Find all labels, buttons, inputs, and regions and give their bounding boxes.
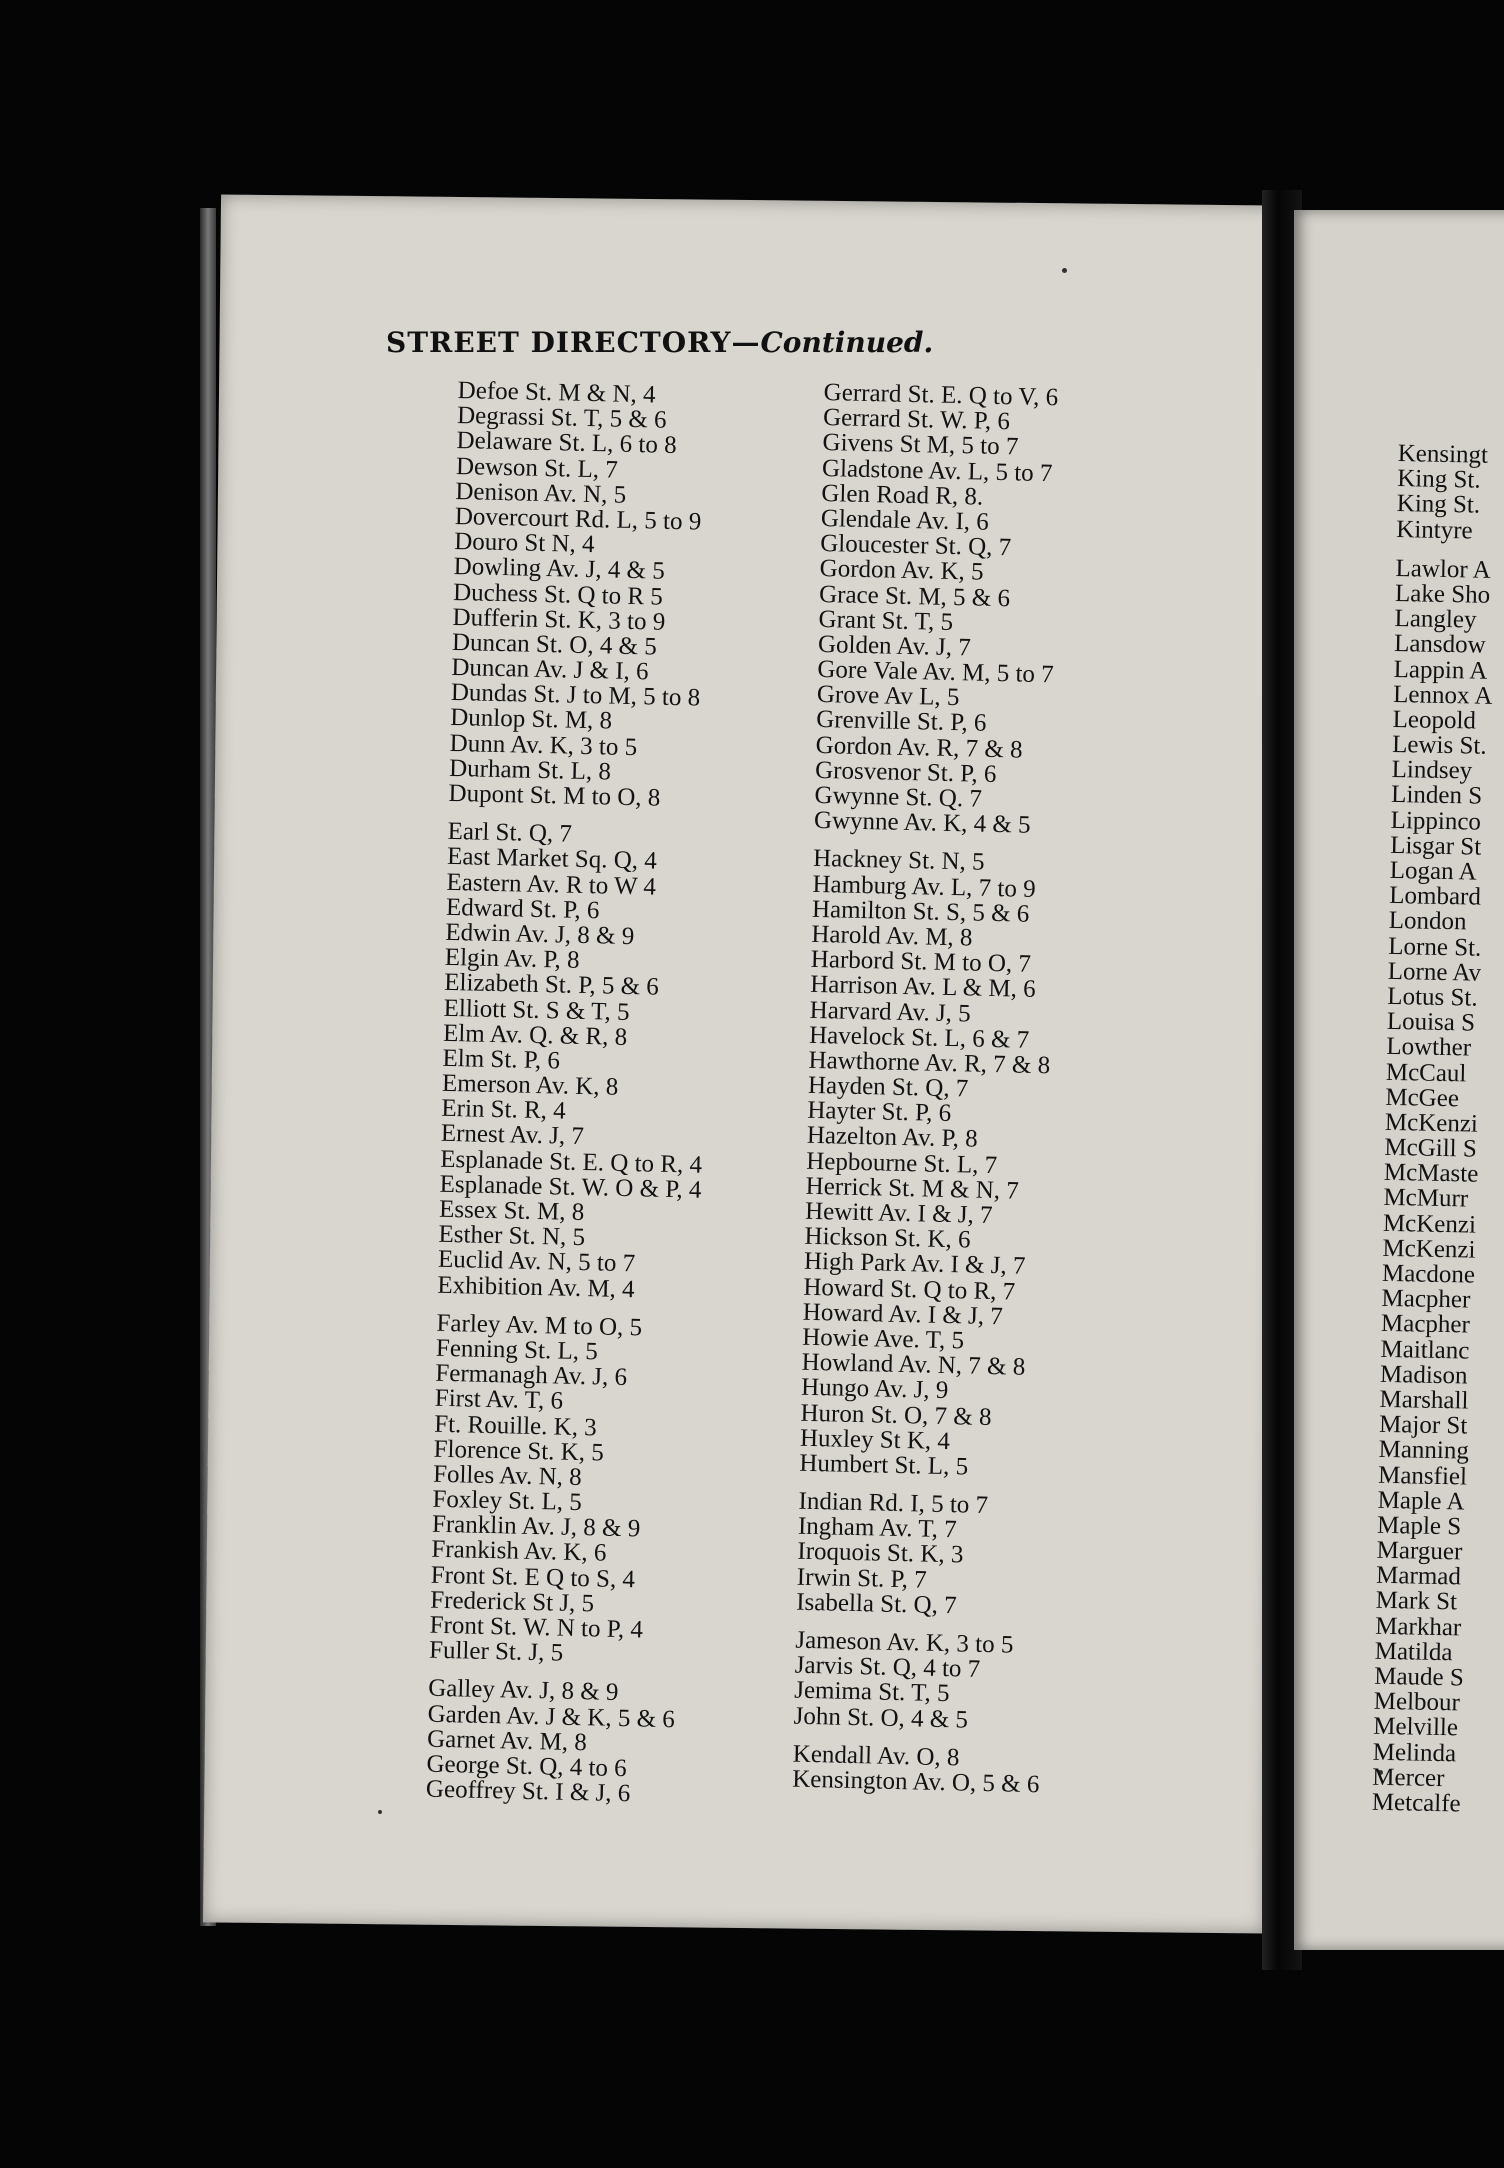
street-entry: Glen Road R, 8. — [821, 479, 984, 511]
street-entry: Huron St. O, 7 & 8 — [800, 1399, 992, 1431]
street-entry: Langley — [1394, 605, 1477, 634]
street-entry: Kensingt — [1397, 440, 1489, 469]
street-entry: Gwynne Av. K, 4 & 5 — [813, 807, 1031, 839]
street-entry: Folles Av. N, 8 — [432, 1460, 583, 1491]
street-entry: Ernest Av. J, 7 — [440, 1120, 585, 1151]
street-entry: Havelock St. L, 6 & 7 — [808, 1021, 1030, 1054]
street-entry: Lewis St. — [1391, 731, 1487, 760]
street-entry: Geoffrey St. I & J, 6 — [425, 1775, 631, 1808]
street-entry: Hayden St. Q, 7 — [807, 1071, 969, 1103]
street-entry: McMurr — [1383, 1184, 1469, 1213]
street-entry: Harbord St. M to O, 7 — [810, 945, 1032, 978]
street-entry: Indian Rd. I, 5 to 7 — [798, 1487, 989, 1520]
street-entry: King St. — [1396, 490, 1481, 519]
street-entry: Dovercourt Rd. L, 5 to 9 — [454, 502, 702, 536]
street-entry: Earl St. Q, 7 — [447, 818, 573, 848]
header-title: STREET DIRECTORY— — [386, 326, 761, 359]
street-entry: Macpher — [1380, 1310, 1471, 1339]
street-entry: Frankish Av. K, 6 — [431, 1536, 607, 1568]
street-entry: Edward St. P, 6 — [445, 893, 600, 925]
street-entry: Howland Av. N, 7 & 8 — [801, 1348, 1026, 1381]
paper-speck — [1062, 268, 1067, 273]
street-entry: Hamilton St. S, 5 & 6 — [811, 895, 1030, 928]
street-entry: Denison Av. N, 5 — [455, 477, 627, 509]
street-entry: Esplanade St. E. Q to R, 4 — [439, 1145, 703, 1179]
left-page — [203, 194, 1283, 1933]
street-entry: Dunlop St. M, 8 — [449, 704, 613, 736]
street-entry: Major St — [1378, 1410, 1468, 1440]
street-entry: Hackney St. N, 5 — [812, 845, 985, 877]
street-entry: Degrassi St. T, 5 & 6 — [456, 402, 667, 434]
street-entry: Emerson Av. K, 8 — [441, 1069, 619, 1101]
street-entry: Front St. E Q to S, 4 — [430, 1561, 636, 1593]
street-entry: Lindsey — [1391, 756, 1473, 785]
street-entry: Isabella St. Q, 7 — [795, 1588, 957, 1620]
street-entry: Dewson St. L, 7 — [455, 452, 619, 484]
street-entry: East Market Sq. Q, 4 — [446, 843, 658, 876]
street-entry: Gore Vale Av. M, 5 to 7 — [817, 655, 1055, 689]
street-entry: Elizabeth St. P, 5 & 6 — [443, 969, 660, 1002]
street-entry: Garnet Av. M, 8 — [426, 1725, 588, 1757]
street-entry: High Park Av. I & J, 7 — [803, 1248, 1026, 1281]
street-entry: Irwin St. P, 7 — [796, 1563, 928, 1594]
street-entry: Louisa S — [1386, 1008, 1476, 1037]
street-entry: Herrick St. M & N, 7 — [805, 1172, 1020, 1205]
street-entry: Maude S — [1374, 1662, 1465, 1692]
street-entry: Howie Ave. T, 5 — [801, 1323, 965, 1355]
street-entry: Jarvis St. Q, 4 to 7 — [794, 1651, 981, 1684]
street-entry: Kensington Av. O, 5 & 6 — [791, 1765, 1040, 1799]
street-entry: Grenville St. P, 6 — [815, 706, 987, 738]
street-entry: Lorne St. — [1388, 932, 1482, 962]
street-entry: Melbour — [1373, 1687, 1461, 1717]
street-entry: McKenzi — [1382, 1234, 1476, 1264]
street-entry: Florence St. K, 5 — [433, 1435, 605, 1467]
street-entry: Hickson St. K, 6 — [804, 1222, 971, 1254]
street-entry: Dunn Av. K, 3 to 5 — [449, 729, 638, 761]
street-entry: Leopold — [1392, 705, 1477, 735]
street-entry: Dundas St. J to M, 5 to 8 — [450, 679, 701, 712]
street-entry: Gerrard St. E. Q to V, 6 — [823, 379, 1059, 412]
street-entry: Matilda — [1374, 1637, 1453, 1667]
street-entry: McGee — [1385, 1083, 1460, 1112]
street-entry: Farley Av. M to O, 5 — [436, 1309, 643, 1342]
street-entry: Harvard Av. J, 5 — [809, 996, 972, 1027]
street-entry: Kintyre — [1396, 515, 1473, 545]
street-entry: Grant St. T, 5 — [818, 605, 954, 636]
paper-speck — [378, 1810, 382, 1814]
street-entry: Elm St. P, 6 — [442, 1044, 561, 1075]
street-entry: Golden Av. J, 7 — [817, 630, 972, 662]
street-entry: Durham St. L, 8 — [448, 754, 612, 786]
street-entry: Marshall — [1379, 1385, 1469, 1415]
street-entry: Kendall Av. O, 8 — [792, 1740, 960, 1772]
street-entry: Jameson Av. K, 3 to 5 — [795, 1626, 1014, 1659]
street-entry: Glendale Av. I, 6 — [820, 504, 990, 536]
street-entry: Lombard — [1388, 882, 1482, 911]
street-entry: Lennox A — [1392, 680, 1493, 710]
street-entry: Gordon Av. K, 5 — [819, 555, 984, 586]
street-entry: Hayter St. P, 6 — [807, 1097, 952, 1128]
street-entry: Hawthorne Av. R, 7 & 8 — [808, 1046, 1051, 1080]
street-entry: Mark St — [1375, 1587, 1458, 1616]
street-entry: Mercer — [1372, 1763, 1445, 1792]
street-entry: Marmad — [1375, 1562, 1462, 1591]
header-continued: Continued. — [760, 326, 934, 359]
street-entry: Lisgar St — [1389, 831, 1482, 861]
street-entry: Defoe St. M & N, 4 — [457, 377, 656, 409]
street-entry: Gladstone Av. L, 5 to 7 — [821, 454, 1053, 487]
street-entry: Dowling Av. J, 4 & 5 — [453, 553, 666, 586]
street-entry: Markhar — [1374, 1612, 1462, 1642]
street-entry: Givens St M, 5 to 7 — [822, 429, 1019, 461]
street-entry: Ft. Rouille. K, 3 — [433, 1410, 598, 1441]
street-entry: Marguer — [1376, 1536, 1463, 1566]
street-entry: Humbert St. L, 5 — [799, 1449, 969, 1481]
street-entry: Esther St. N, 5 — [438, 1220, 586, 1252]
street-entry: Edwin Av. J, 8 & 9 — [445, 918, 635, 951]
street-entry: Essex St. M, 8 — [438, 1195, 585, 1227]
page-header — [386, 326, 1086, 359]
street-entry: Exhibition Av. M, 4 — [437, 1271, 635, 1303]
street-entry: Lorne Av — [1387, 957, 1482, 987]
street-entry: Howard Av. I & J, 7 — [802, 1298, 1004, 1331]
street-entry: McCaul — [1385, 1058, 1467, 1087]
street-entry: Eastern Av. R to W 4 — [446, 868, 657, 901]
street-entry: Grosvenor St. P, 6 — [814, 756, 997, 788]
street-entry: Lansdow — [1393, 630, 1486, 660]
street-entry: Gloucester St. Q, 7 — [819, 530, 1012, 562]
directory-column-left — [426, 378, 720, 1808]
street-entry: Harold Av. M, 8 — [811, 920, 973, 952]
street-entry: Frederick St J, 5 — [429, 1586, 595, 1618]
street-entry: Ingham Av. T, 7 — [797, 1512, 958, 1544]
street-entry: Metcalfe — [1371, 1788, 1461, 1818]
street-entry: First Av. T, 6 — [434, 1385, 564, 1415]
street-entry: Fuller St. J, 5 — [428, 1636, 564, 1667]
street-entry: Iroquois St. K, 3 — [797, 1538, 964, 1569]
street-entry: Duncan Av. J & I, 6 — [451, 653, 649, 686]
street-entry: London — [1388, 907, 1467, 936]
street-entry: Maple A — [1377, 1486, 1465, 1516]
street-entry: Galley Av. J, 8 & 9 — [427, 1675, 619, 1707]
directory-column-middle — [792, 380, 1071, 1797]
street-entry: John St. O, 4 & 5 — [793, 1702, 969, 1734]
street-entry: Hamburg Av. L, 7 to 9 — [812, 870, 1036, 903]
street-entry: Erin St. R, 4 — [441, 1095, 567, 1125]
street-entry: Hungo Av. J, 9 — [800, 1374, 949, 1405]
street-entry: Lake Sho — [1394, 579, 1491, 609]
street-entry: Foxley St. L, 5 — [432, 1485, 583, 1517]
street-entry: Jemima St. T, 5 — [793, 1677, 950, 1708]
street-entry: Dupont St. M to O, 8 — [448, 779, 661, 812]
street-entry: Linden S — [1390, 781, 1483, 811]
street-entry: Elgin Av. P, 8 — [444, 943, 580, 975]
street-entry: Duncan St. O, 4 & 5 — [451, 628, 658, 661]
street-entry: Macpher — [1381, 1285, 1471, 1314]
street-entry: Grove Av L, 5 — [816, 681, 960, 712]
street-entry: Maitlanc — [1380, 1335, 1470, 1365]
street-entry: Lawlor A — [1395, 554, 1491, 584]
street-entry: Harrison Av. L & M, 6 — [809, 971, 1036, 1004]
street-entry: Lappin A — [1393, 655, 1488, 685]
street-entry: Franklin Av. J, 8 & 9 — [431, 1510, 641, 1543]
street-entry: McKenzi — [1382, 1209, 1477, 1239]
street-entry: Macdone — [1381, 1259, 1476, 1289]
street-entry: King St. — [1396, 465, 1481, 494]
street-entry: Gwynne St. Q. 7 — [814, 781, 983, 813]
street-entry: McKenzi — [1384, 1108, 1479, 1138]
street-entry: Manning — [1378, 1436, 1470, 1465]
street-entry: Delaware St. L, 6 to 8 — [456, 427, 677, 460]
street-entry: Melinda — [1372, 1738, 1457, 1767]
street-entry: Duchess St. Q to R 5 — [452, 578, 664, 611]
street-entry: Hepbourne St. L, 7 — [805, 1147, 998, 1179]
street-entry: Hewitt Av. I & J, 7 — [804, 1197, 993, 1230]
street-entry: Lowther — [1386, 1033, 1472, 1062]
street-entry: Gordon Av. R, 7 & 8 — [815, 731, 1023, 764]
street-entry: Logan A — [1389, 856, 1477, 886]
street-entry: Huxley St K, 4 — [799, 1424, 951, 1455]
street-entry: Madison — [1379, 1360, 1468, 1390]
street-entry: Grace St. M, 5 & 6 — [818, 580, 1011, 612]
street-entry: Fenning St. L, 5 — [435, 1334, 599, 1366]
street-entry: Dufferin St. K, 3 to 9 — [452, 603, 666, 636]
street-entry: Esplanade St. W. O & P, 4 — [439, 1170, 702, 1204]
street-entry: Douro St N, 4 — [453, 528, 595, 559]
street-entry: Hazelton Av. P, 8 — [806, 1122, 978, 1154]
street-entry: Euclid Av. N, 5 to 7 — [437, 1246, 636, 1278]
street-entry: Maple S — [1376, 1511, 1462, 1541]
street-entry: Fermanagh Av. J, 6 — [435, 1359, 628, 1392]
street-entry: Gerrard St. W. P, 6 — [822, 404, 1011, 436]
street-entry: Mansfiel — [1377, 1461, 1468, 1491]
street-entry: Lippinco — [1390, 806, 1482, 836]
street-entry: McGill S — [1384, 1133, 1478, 1163]
street-entry: Garden Av. J & K, 5 & 6 — [427, 1700, 676, 1733]
street-entry: Melville — [1373, 1713, 1459, 1742]
street-entry: Lotus St. — [1387, 982, 1478, 1012]
street-entry: Howard St. Q to R, 7 — [803, 1273, 1016, 1306]
street-entry: Front St. W. N to P, 4 — [429, 1611, 644, 1644]
street-entry: Elliott St. S & T, 5 — [443, 994, 630, 1026]
street-entry: George St. Q, 4 to 6 — [426, 1750, 628, 1783]
street-entry: Elm Av. Q. & R, 8 — [442, 1019, 628, 1051]
street-entry: McMaste — [1383, 1159, 1479, 1188]
